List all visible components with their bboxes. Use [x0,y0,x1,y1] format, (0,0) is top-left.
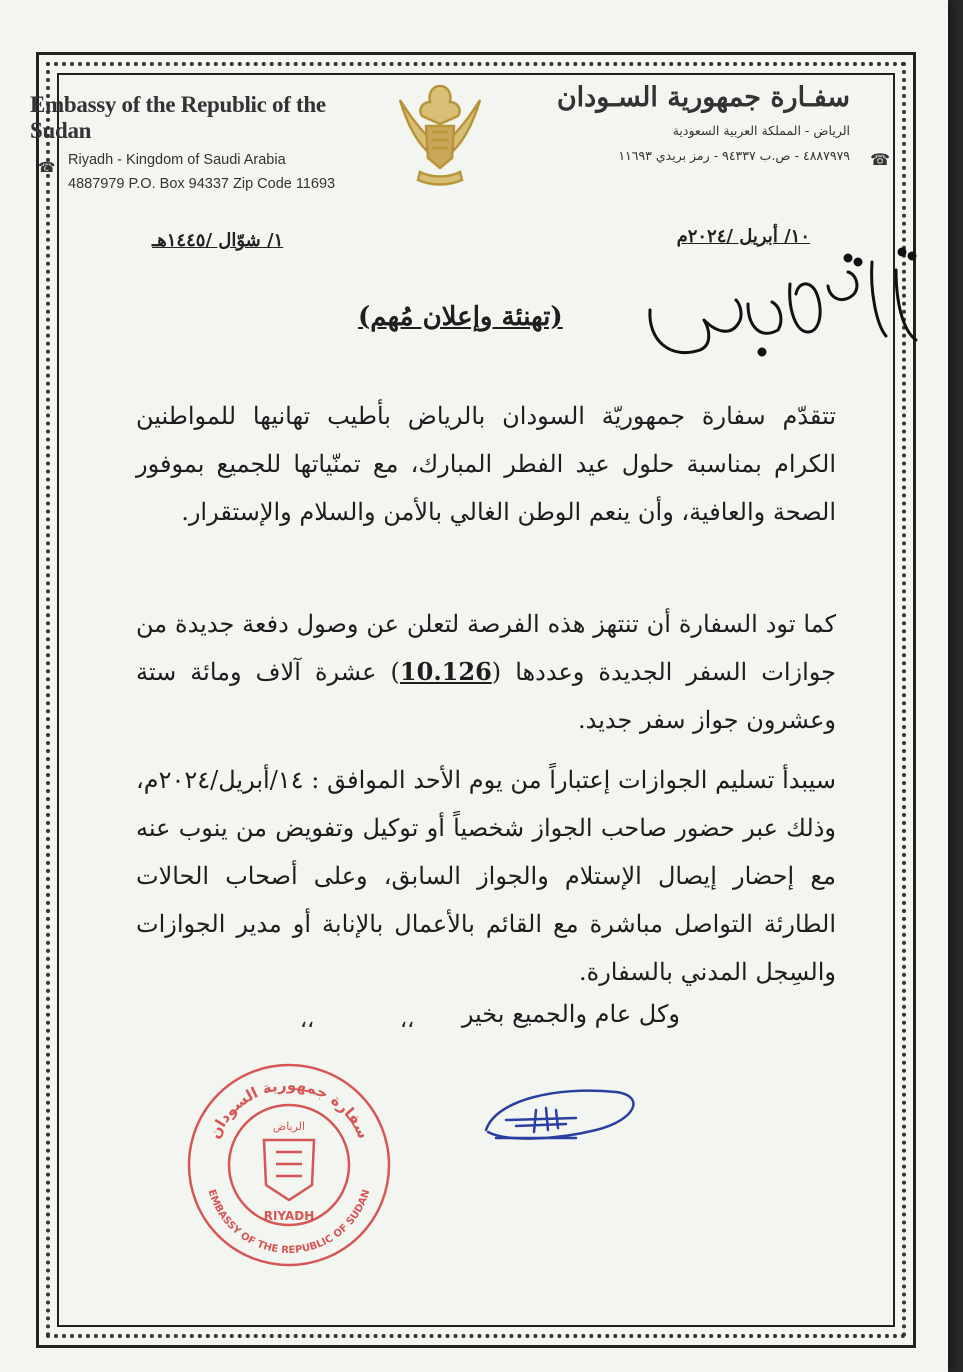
closing-quote-left: ،، [300,1008,315,1033]
stamp-arabic-text: سفارة جمهورية السودان [205,1075,373,1142]
paragraph-greeting: تتقدّم سفارة جمهوريّة السودان بالرياض بأطيب تهانيها للمواطنين الكرام بمناسبة حلول عيد الفطر المبارك، مع تمنّياتها للجميع بموفور الصحة والعافية، وأن ينعم الوطن الغالي بالأمن والسلام والإستقرار. [136,402,837,526]
signature [476,1080,646,1156]
phone-icon: ☎ [38,161,56,176]
paragraph-passports-text-1: كما تود السفارة أن تنتهز هذه الفرصة لتعلن عن وصول دفعة جديدة من جوازات السفر الجديدة وعددها ( [136,610,836,686]
letterhead-arabic [490,82,890,169]
paragraph-passports-arrival [136,600,836,744]
stamp-english-text: EMBASSY OF THE REPUBLIC OF SUDAN [205,1188,373,1257]
letterhead-arabic-contact: ٤٨٨٧٩٧٩ - ص.ب ٩٤٣٣٧ - رمز بريدي ١١٦٩٣ [618,148,850,163]
gregorian-date: ١٠/ أبريل /٢٠٢٤م [676,226,810,247]
sudan-emblem-icon [392,80,488,192]
closing-quote-right: ،، [400,1008,415,1033]
document-heading: (تهنئة وإعلان مُهم) [358,302,563,332]
letterhead-english-contact: 4887979 P.O. Box 94337 Zip Code 11693 [68,176,336,192]
letterhead-english [30,92,370,192]
paragraph-delivery: سيبدأ تسليم الجوازات إعتباراً من يوم الأحد الموافق : ١٤/أبريل/٢٠٢٤م، وذلك عبر حضور صاحب الجواز شخصياً أو توكيل وتفويض من ينوب عنه مع إحضار إيصال الإستلام والجواز السابق، وعلى أصحاب الحالات الطارئة التواصل مباشرة مع القائم بالأعمال بالإنابة أو مدير الجوازات والسِجل المدني بالسفارة. [136,766,837,986]
letterhead-english-title: Embassy of the Republic of the Sudan [30,92,326,143]
handwritten-note [640,240,940,380]
letterhead-english-location: Riyadh - Kingdom of Saudi Arabia [68,152,286,168]
phone-icon: ☎ [870,150,890,169]
embassy-stamp [184,1060,394,1270]
paragraph-passports-text-2: ) عشرة آلاف ومائة ستة وعشرون جواز سفر جديد. [136,658,836,734]
stamp-arabic-city: الرياض [272,1120,306,1133]
letterhead-arabic-location: الرياض - المملكة العربية السعودية [672,123,850,138]
passport-count: 10.126 [399,657,492,686]
closing-text: وكل عام والجميع بخير [461,1000,680,1028]
stamp-english-city: RIYADH [263,1209,315,1223]
hijri-date: ١/ شوّال /١٤٤٥هـ [152,230,284,251]
handwritten-note-text: ثانية بيرس [640,240,645,241]
letterhead-arabic-title: سفـارة جمهورية السـودان [556,82,850,113]
